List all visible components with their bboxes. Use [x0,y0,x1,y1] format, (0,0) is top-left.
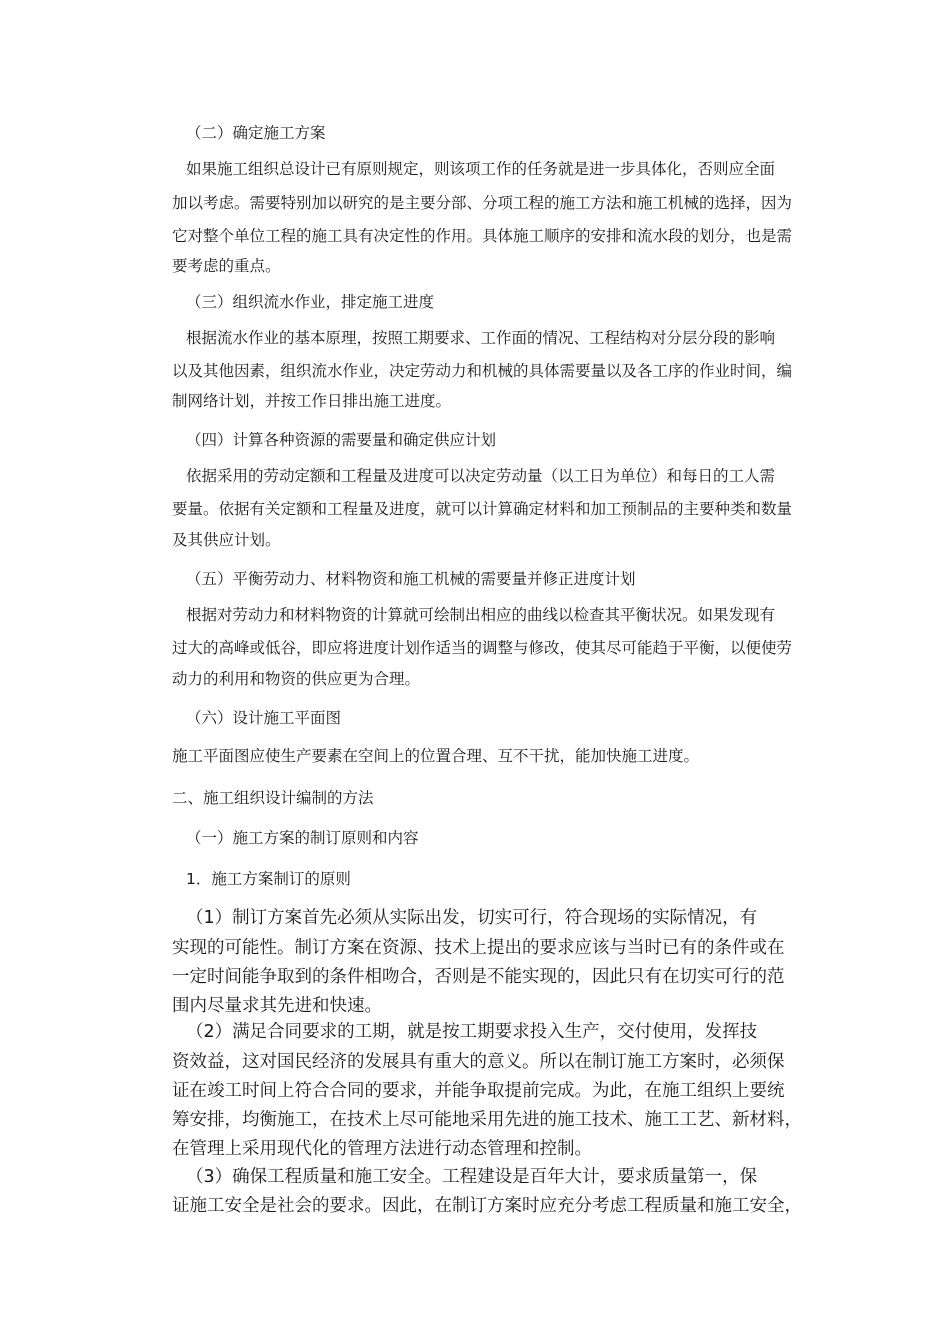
paragraph-line: 施工平面图应使生产要素在空间上的位置合理、互不干扰，能加快施工进度。 [172,747,700,765]
section-heading-3: （三）组织流水作业，排定施工进度 [186,293,435,311]
section-heading-6: （六）设计施工平面图 [186,709,342,727]
paragraph-line: 它对整个单位工程的施工具有决定性的作用。具体施工顺序的安排和流水段的划分，也是需 [172,227,793,245]
subsection-heading: （一）施工方案的制订原则和内容 [186,829,419,847]
paragraph-line: 依据采用的劳动定额和工程量及进度可以决定劳动量（以工日为单位）和每日的工人需 [186,467,776,485]
paragraph-line: （3）确保工程质量和施工安全。工程建设是百年大计，要求质量第一，保 [186,1167,758,1187]
paragraph-line: 加以考虑。需要特别加以研究的是主要分部、分项工程的施工方法和施工机械的选择，因为 [172,194,793,212]
section-heading-2: （二）确定施工方案 [186,124,326,142]
paragraph-line: 要考虑的重点。 [172,257,281,275]
paragraph-line: 围内尽量求其先进和快速。 [172,996,382,1016]
paragraph-line: 及其供应计划。 [172,531,281,549]
paragraph-line: 制网络计划，并按工作日排出施工进度。 [172,392,452,410]
part-heading: 二、施工组织设计编制的方法 [172,789,374,807]
paragraph-line: 根据流水作业的基本原理，按照工期要求、工作面的情况、工程结构对分层分段的影响 [186,329,776,347]
paragraph-line: 筹安排，均衡施工，在技术上尽可能地采用先进的施工技术、施工工艺、新材料， [172,1110,802,1130]
paragraph-line: 根据对劳动力和材料物资的计算就可绘制出相应的曲线以检查其平衡状况。如果发现有 [186,606,776,624]
paragraph-line: （2）满足合同要求的工期，就是按工期要求投入生产，交付使用，发挥技 [186,1022,758,1042]
paragraph-line: 实现的可能性。制订方案在资源、技术上提出的要求应该与当时已有的条件或在 [172,938,785,958]
paragraph-line: 要量。依据有关定额和工程量及进度，就可以计算确定材料和加工预制品的主要种类和数量 [172,500,793,518]
paragraph-line: 资效益，这对国民经济的发展具有重大的意义。所以在制订施工方案时，必须保 [172,1052,785,1072]
paragraph-line: 动力的利用和物资的供应更为合理。 [172,670,421,688]
section-heading-5: （五）平衡劳动力、材料物资和施工机械的需要量并修正进度计划 [186,570,636,588]
item-heading: 1．施工方案制订的原则 [186,870,351,888]
paragraph-line: 在管理上采用现代化的管理方法进行动态管理和控制。 [172,1139,592,1159]
paragraph-line: 过大的高峰或低谷，即应将进度计划作适当的调整与修改，使其尽可能趋于平衡，以便使劳 [172,639,793,657]
paragraph-line: 证施工安全是社会的要求。因此，在制订方案时应充分考虑工程质量和施工安全， [172,1196,802,1216]
paragraph-line: 以及其他因素，组织流水作业，决定劳动力和机械的具体需要量以及各工序的作业时间，编 [172,362,793,380]
paragraph-line: 一定时间能争取到的条件相吻合，否则是不能实现的，因此只有在切实可行的范 [172,967,785,987]
section-heading-4: （四）计算各种资源的需要量和确定供应计划 [186,431,497,449]
paragraph-line: （1）制订方案首先必须从实际出发，切实可行，符合现场的实际情况，有 [186,908,758,928]
paragraph-line: 证在竣工时间上符合合同的要求，并能争取提前完成。为此，在施工组织上要统 [172,1081,785,1101]
paragraph-line: 如果施工组织总设计已有原则规定，则该项工作的任务就是进一步具体化，否则应全面 [186,160,776,178]
